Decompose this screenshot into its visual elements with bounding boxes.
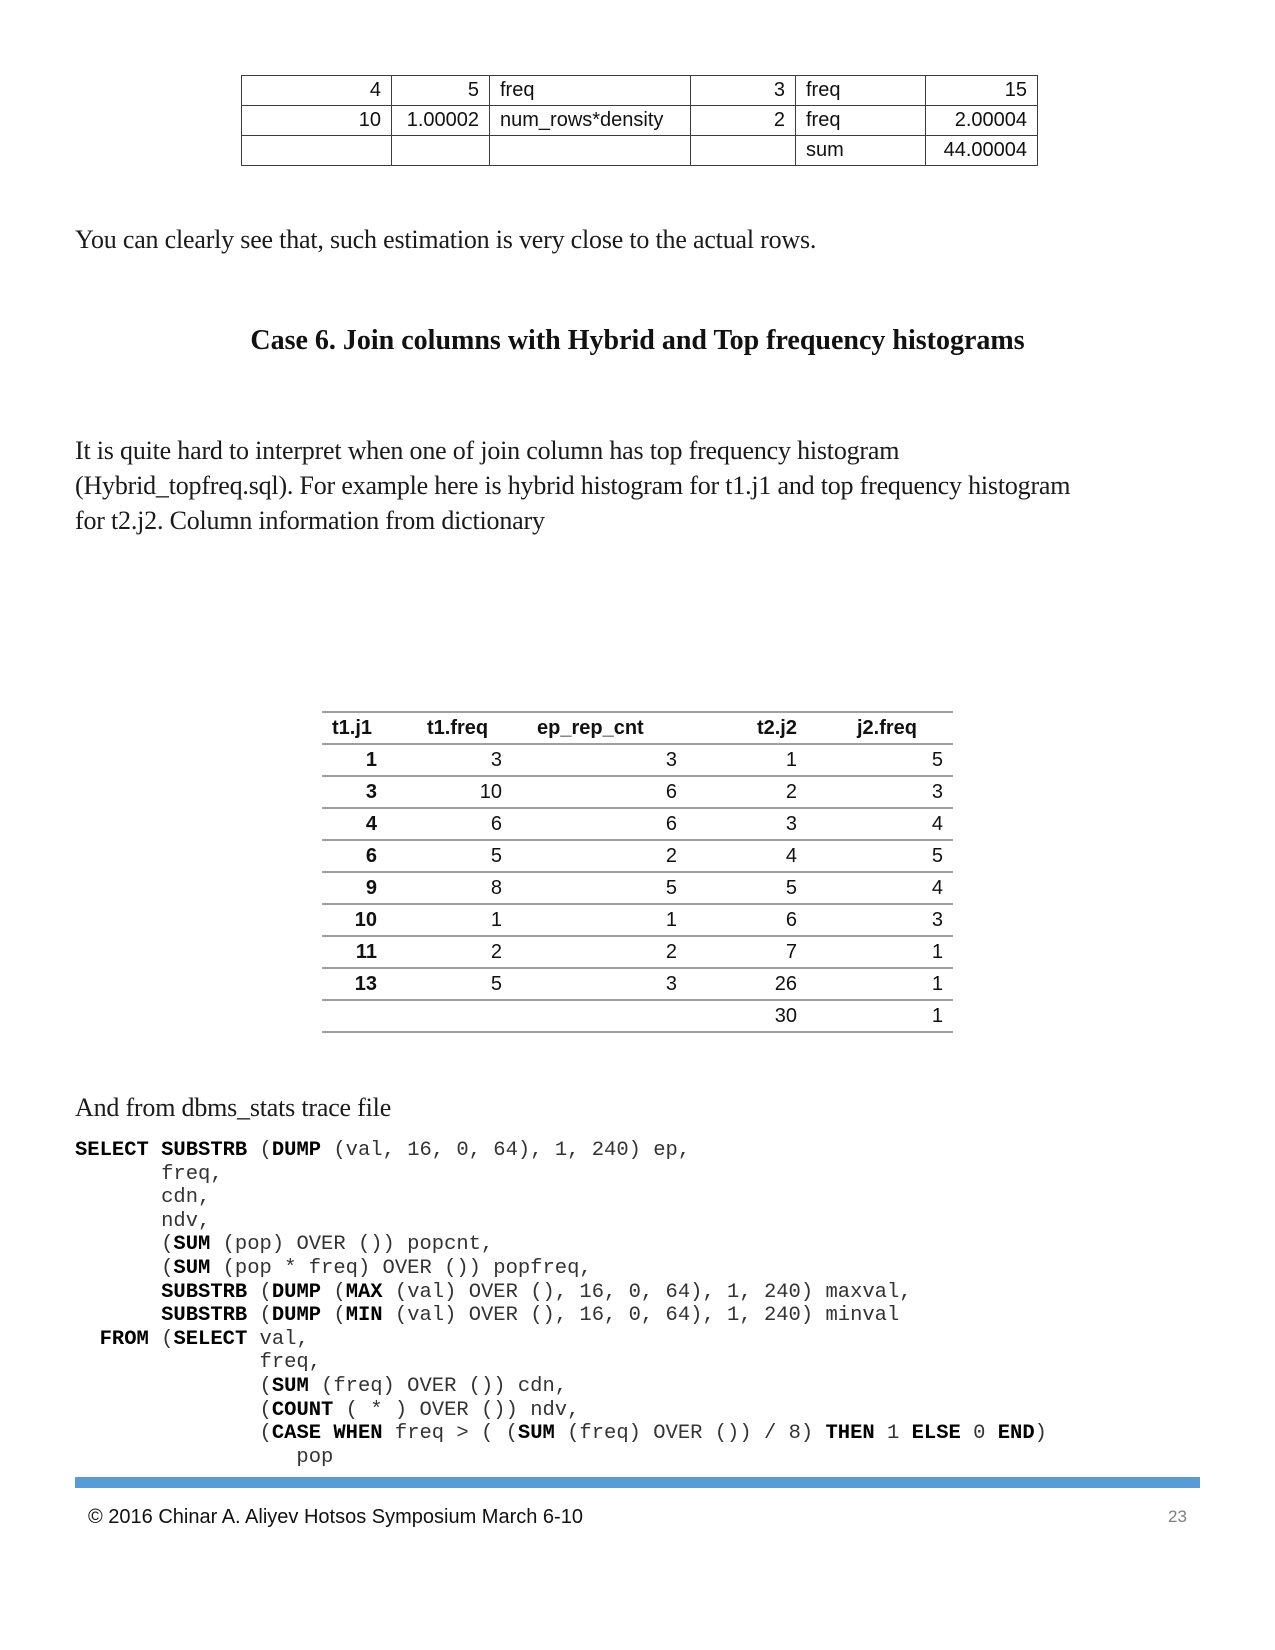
table-cell: num_rows*density — [490, 106, 691, 136]
table-cell: 2.00004 — [926, 106, 1038, 136]
code-line — [75, 1446, 1047, 1470]
code-line — [75, 1257, 1047, 1281]
table-cell: 30 — [717, 1000, 837, 1032]
code-text: freq, — [75, 1351, 322, 1375]
code-text: ( — [247, 1280, 272, 1304]
table-cell: 6 — [417, 808, 527, 840]
table-cell: freq — [490, 76, 691, 106]
table-cell: 1 — [417, 904, 527, 936]
table-row — [322, 1000, 953, 1032]
column-header: j2.freq — [837, 712, 953, 744]
histogram-table — [322, 711, 953, 1033]
sql-keyword: MAX — [345, 1280, 383, 1304]
code-text: ( — [247, 1139, 272, 1162]
code-text: freq > ( ( — [382, 1422, 518, 1446]
sql-keyword: FROM — [99, 1327, 149, 1351]
column-header: ep_rep_cnt — [527, 712, 717, 744]
code-line — [75, 1281, 1047, 1305]
code-line — [75, 1304, 1047, 1328]
sql-keyword: SELECT — [173, 1327, 248, 1351]
code-text: ( — [321, 1304, 346, 1328]
code-text: ( — [75, 1256, 174, 1280]
footer-divider — [75, 1477, 1200, 1488]
table-row — [322, 968, 953, 1000]
table-cell: 2 — [527, 936, 717, 968]
code-text: ( — [75, 1398, 272, 1422]
table-cell: 3 — [417, 744, 527, 776]
table-row — [242, 106, 1038, 136]
table-cell: 2 — [527, 840, 717, 872]
table-cell: 5 — [837, 840, 953, 872]
code-line — [75, 1186, 1047, 1210]
sql-keyword: SELECT — [75, 1139, 149, 1162]
code-text — [321, 1422, 333, 1445]
code-text: ( — [321, 1280, 346, 1304]
table-row — [242, 136, 1038, 166]
table-cell: 5 — [527, 872, 717, 904]
table-cell: 13 — [322, 968, 417, 1000]
table-cell — [490, 136, 691, 166]
sql-keyword: SUM — [271, 1374, 309, 1398]
code-text: ( — [75, 1422, 272, 1446]
code-line — [75, 1233, 1047, 1257]
table-cell: 2 — [717, 776, 837, 808]
table-cell: 1 — [322, 744, 417, 776]
table-row — [242, 76, 1038, 106]
table-cell — [527, 1000, 717, 1032]
table-cell: sum — [796, 136, 926, 166]
code-text: cdn, — [75, 1186, 211, 1210]
table-cell: 15 — [926, 76, 1038, 106]
sql-code-block — [75, 1139, 1047, 1469]
sql-keyword: SUBSTRB — [161, 1304, 248, 1328]
code-text — [149, 1139, 161, 1162]
sql-keyword: DUMP — [271, 1139, 322, 1162]
sql-keyword: COUNT — [271, 1398, 334, 1422]
table-cell: 1 — [527, 904, 717, 936]
table-cell: 4 — [242, 76, 392, 106]
code-text: (freq) OVER ()) / 8) — [554, 1422, 826, 1446]
footer-copyright: © 2016 Chinar A. Aliyev Hotsos Symposium March 6-10 — [88, 1506, 583, 1528]
table-row — [322, 744, 953, 776]
column-header: t1.freq — [417, 712, 527, 744]
column-header: t2.j2 — [717, 712, 837, 744]
table-cell: 3 — [717, 808, 837, 840]
table-cell: 1 — [837, 936, 953, 968]
sql-keyword: DUMP — [271, 1280, 322, 1304]
code-line — [75, 1210, 1047, 1234]
table-cell: 7 — [717, 936, 837, 968]
code-text — [75, 1304, 161, 1327]
code-line — [75, 1422, 1047, 1446]
code-text: pop — [75, 1445, 334, 1469]
code-text: freq, — [75, 1162, 223, 1186]
table-cell — [322, 1000, 417, 1032]
sql-keyword: SUBSTRB — [161, 1139, 248, 1162]
sql-keyword: SUM — [173, 1233, 211, 1257]
section-heading: Case 6. Join columns with Hybrid and Top frequency histograms — [250, 325, 1025, 356]
table-cell: 4 — [717, 840, 837, 872]
code-text: ) — [1034, 1422, 1047, 1446]
page-number: 23 — [1168, 1507, 1187, 1526]
code-line — [75, 1328, 1047, 1352]
table-cell: 5 — [392, 76, 490, 106]
sql-keyword: END — [997, 1422, 1035, 1446]
code-text: (pop) OVER ()) popcnt, — [210, 1233, 494, 1257]
code-line — [75, 1351, 1047, 1375]
code-line — [75, 1399, 1047, 1423]
code-text: val, — [247, 1327, 309, 1351]
code-text — [75, 1281, 161, 1304]
table-row — [322, 808, 953, 840]
code-text: (val) OVER (), 16, 0, 64), 1, 240) maxval, — [382, 1280, 912, 1304]
table-cell: 3 — [837, 776, 953, 808]
table-cell — [242, 136, 392, 166]
code-text: ( — [247, 1304, 272, 1328]
code-text: ( * ) OVER ()) ndv, — [333, 1398, 580, 1422]
paragraph-trace-intro: And from dbms_stats trace file — [75, 1093, 392, 1122]
table-cell: 3 — [527, 968, 717, 1000]
paragraph-line: It is quite hard to interpret when one of join column has top frequency histogram — [75, 436, 900, 465]
table-cell: 5 — [417, 840, 527, 872]
table-row — [322, 936, 953, 968]
table-cell: 1 — [837, 968, 953, 1000]
code-text: 1 — [874, 1422, 912, 1446]
table-cell: 26 — [717, 968, 837, 1000]
code-text: ( — [75, 1233, 174, 1257]
table-header-row — [322, 712, 953, 744]
table-cell: 6 — [322, 840, 417, 872]
table-row — [322, 776, 953, 808]
table-cell: 3 — [837, 904, 953, 936]
sql-keyword: CASE — [271, 1422, 322, 1446]
table-cell: 3 — [322, 776, 417, 808]
code-text: ( — [75, 1374, 272, 1398]
code-text: (val) OVER (), 16, 0, 64), 1, 240) minval — [382, 1304, 900, 1328]
table-cell: 6 — [717, 904, 837, 936]
table-row — [322, 840, 953, 872]
table-cell: 4 — [837, 872, 953, 904]
sql-keyword: SUM — [517, 1422, 555, 1446]
table-cell: 10 — [322, 904, 417, 936]
table-cell: freq — [796, 106, 926, 136]
code-text — [75, 1328, 100, 1351]
table-row — [322, 904, 953, 936]
code-text: (pop * freq) OVER ()) popfreq, — [210, 1256, 592, 1280]
table-cell: 10 — [242, 106, 392, 136]
table-cell: 1.00002 — [392, 106, 490, 136]
table-cell: 4 — [837, 808, 953, 840]
paragraph-line: (Hybrid_topfreq.sql). For example here is hybrid histogram for t1.j1 and top frequency histogram — [75, 471, 1071, 500]
estimation-table — [241, 75, 1038, 166]
code-text: (freq) OVER ()) cdn, — [308, 1374, 568, 1398]
table-cell: 9 — [322, 872, 417, 904]
table-cell — [691, 136, 796, 166]
sql-keyword: DUMP — [271, 1304, 322, 1328]
table-cell — [392, 136, 490, 166]
sql-keyword: THEN — [825, 1422, 875, 1446]
table-cell: 6 — [527, 776, 717, 808]
paragraph-estimation-note: You can clearly see that, such estimation is very close to the actual rows. — [75, 225, 817, 254]
table-cell: 3 — [691, 76, 796, 106]
table-cell: 2 — [691, 106, 796, 136]
table-cell: 3 — [527, 744, 717, 776]
table-cell: 44.00004 — [926, 136, 1038, 166]
table-cell: 11 — [322, 936, 417, 968]
code-text: 0 — [960, 1422, 998, 1446]
paragraph-line: for t2.j2. Column information from dictionary — [75, 506, 545, 535]
paragraph-join-intro — [75, 433, 1070, 538]
code-text: ndv, — [75, 1209, 211, 1233]
table-cell: 8 — [417, 872, 527, 904]
table-cell: 1 — [717, 744, 837, 776]
sql-keyword: MIN — [345, 1304, 383, 1328]
sql-keyword: ELSE — [911, 1422, 961, 1446]
code-line — [75, 1163, 1047, 1187]
table-cell: 10 — [417, 776, 527, 808]
code-text: ( — [148, 1327, 174, 1351]
table-cell: 5 — [837, 744, 953, 776]
table-cell: 6 — [527, 808, 717, 840]
code-text: (val, 16, 0, 64), 1, 240) ep, — [321, 1139, 691, 1162]
code-line — [75, 1139, 1047, 1163]
table-row — [322, 872, 953, 904]
table-cell: 1 — [837, 1000, 953, 1032]
column-header: t1.j1 — [322, 712, 417, 744]
sql-keyword: SUBSTRB — [161, 1280, 248, 1304]
table-cell: 2 — [417, 936, 527, 968]
code-line — [75, 1375, 1047, 1399]
table-cell — [417, 1000, 527, 1032]
table-cell: 5 — [717, 872, 837, 904]
table-cell: freq — [796, 76, 926, 106]
sql-keyword: WHEN — [333, 1422, 383, 1446]
sql-keyword: SUM — [173, 1256, 211, 1280]
table-cell: 5 — [417, 968, 527, 1000]
table-cell: 4 — [322, 808, 417, 840]
